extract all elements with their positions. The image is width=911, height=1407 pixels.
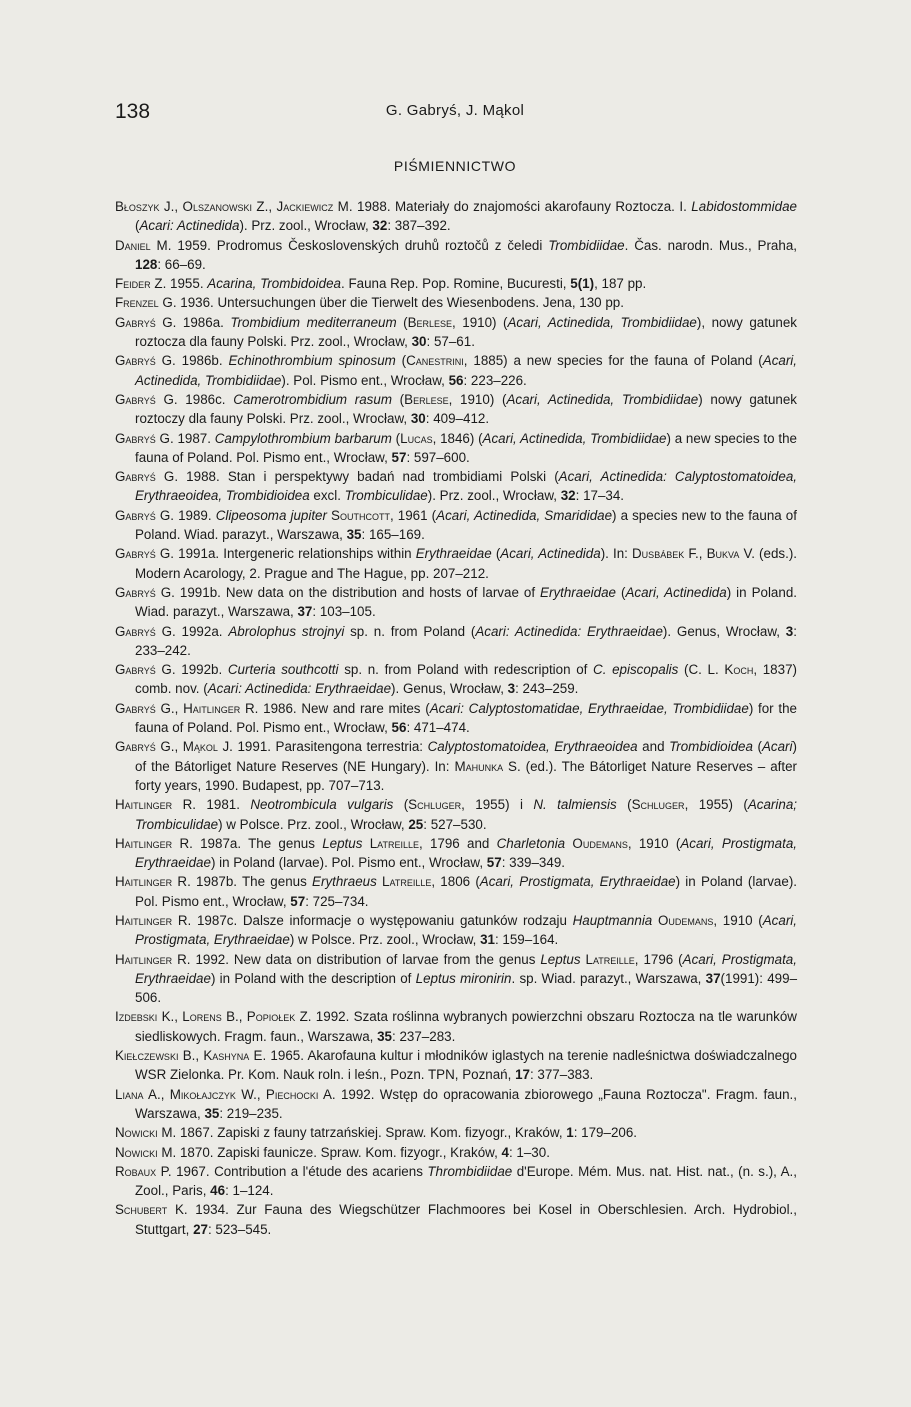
reference-author: Nowicki M. [115, 1125, 177, 1141]
reference-text: ) in Poland (larvae). Pol. Pismo ent., Wrocław, [210, 855, 487, 871]
reference-entry [115, 293, 797, 312]
page-header [115, 100, 795, 130]
reference-volume: 5(1) [570, 276, 595, 292]
reference-text: : 159–164. [494, 932, 559, 948]
reference-text: 1992. Szata roślinna wybranych powierzchni obszaru Roztocza na tle warunków siedliskowych. Fragm. faun., Warszawa, [135, 1009, 797, 1044]
reference-italic: Erythraeus [312, 874, 377, 890]
reference-entry [115, 1200, 797, 1239]
reference-italic: Echinothrombium spinosum [228, 353, 396, 369]
reference-text: ) w Polsce. Prz. zool., Wrocław, [289, 932, 481, 948]
reference-entry [115, 1007, 797, 1046]
reference-author: Gabryś G., Mąkol J. [115, 739, 233, 755]
reference-author: Haitlinger R. [115, 951, 191, 967]
reference-entry [115, 274, 797, 293]
reference-text: , 1885) a new species for the fauna of Poland ( [463, 353, 763, 369]
reference-italic: Trombidioidea [669, 739, 753, 755]
reference-text: . sp. Wiad. parazyt., Warszawa, [511, 970, 706, 986]
reference-entry [115, 795, 797, 834]
reference-text: ( [391, 430, 401, 446]
reference-text: (1991): 499–506. [135, 970, 798, 1006]
reference-author: Gabryś G. [115, 584, 175, 600]
reference-italic: Labidostommidae [691, 199, 797, 214]
reference-text: , 1910) ( [452, 314, 508, 330]
reference-text: : 219–235. [219, 1105, 283, 1121]
reference-text: d'Europe. Mém. Mus. nat. Hist. nat., (n. s.), A., Zool., Paris, [135, 1163, 797, 1199]
reference-text: 1936. Untersuchungen über die Tierwelt des Wiesenbodens. Jena, 130 pp. [176, 295, 624, 311]
reference-text: : 243–259. [515, 681, 579, 697]
reference-text: : 66–69. [157, 256, 206, 272]
reference-author: Frenzel G. [115, 295, 177, 311]
reference-text: ). Prz. zool., Wrocław, [239, 218, 373, 234]
reference-text: 1988. Materiały do znajomości akarofauny Roztocza. I. [352, 199, 692, 214]
reference-volume: 31 [480, 932, 495, 948]
reference-text: : 471–474. [406, 720, 470, 736]
reference-text: 1987a. The genus [192, 835, 323, 851]
reference-text: ). Genus, Wrocław, [662, 623, 786, 639]
reference-text: : 725–734. [305, 893, 369, 909]
reference-italic: Leptus [540, 951, 581, 967]
reference-text: : 409–412. [425, 411, 490, 427]
reference-volume: 25 [408, 816, 424, 832]
reference-entry [115, 351, 797, 390]
reference-text: , 1837) comb. nov. ( [135, 662, 797, 697]
reference-text: : 339–349. [501, 855, 565, 871]
reference-author: Berlese [407, 314, 453, 330]
reference-text: ( [616, 797, 632, 813]
reference-text: ( [396, 314, 408, 330]
reference-entry [115, 1123, 797, 1142]
reference-author: Gabryś G. [115, 430, 174, 446]
reference-author: Gabryś G. [115, 662, 176, 678]
reference-italic: Hauptmannia [572, 912, 653, 928]
reference-author: Liana A., Mikołajczyk W., Piechocki A. [115, 1086, 336, 1102]
reference-italic: Acari, Prostigmata, Erythraeidae [479, 874, 676, 890]
reference-text: 1992. New data on distribution of larvae from the genus [190, 951, 541, 967]
reference-italic: Thrombidiidae [427, 1163, 513, 1179]
reference-author: Feider Z. [115, 276, 167, 292]
reference-text: ). Genus, Wrocław, [391, 681, 508, 697]
reference-author: Gabryś G. [115, 469, 179, 485]
reference-text: , 1955) i [461, 797, 534, 813]
reference-text: ( [391, 391, 405, 407]
reference-text: . Fauna Rep. Pop. Romine, Bucuresti, [341, 276, 571, 292]
reference-text: : 387–392. [387, 218, 451, 234]
reference-italic: Acari, Actinedida: Calyptostomatoidea, Erythraeoidea, Trombidioidea [135, 469, 797, 504]
reference-text: ) in Poland with the description of [210, 970, 416, 986]
reference-entry [115, 699, 797, 738]
reference-author: Lucas [400, 430, 433, 446]
reference-entry [115, 911, 797, 950]
reference-text: ( [395, 353, 407, 369]
reference-author: Canestrini [406, 353, 464, 369]
reference-entry [115, 313, 797, 352]
reference-author: Izdebski K., Lorens B., Popiołek Z. [115, 1009, 312, 1025]
reference-author: Schluger [631, 797, 685, 813]
reference-volume: 30 [410, 411, 426, 427]
reference-italic: Acari, Actinedida [625, 584, 727, 600]
reference-volume: 57 [290, 893, 306, 909]
reference-text: 1992b. [175, 662, 228, 678]
running-head: G. Gabryś, J. Mąkol [385, 102, 525, 119]
reference-text: : 523–545. [207, 1221, 272, 1237]
reference-entry [115, 390, 797, 429]
reference-author: Kiełczewski B., Kashyna E. [115, 1048, 267, 1064]
reference-text: ( [393, 797, 409, 813]
reference-volume: 3 [785, 623, 794, 639]
reference-volume: 4 [501, 1144, 509, 1160]
reference-text: ) a species new to the fauna of Poland. Wiad. parazyt., Warszawa, [135, 507, 797, 543]
reference-text: , 1910 ( [627, 835, 681, 851]
reference-volume: 128 [135, 256, 158, 272]
reference-italic: Charletonia [496, 835, 566, 851]
reference-text: ( [752, 739, 762, 755]
reference-volume: 30 [411, 334, 427, 350]
section-title: PIŚMIENNICTWO [393, 158, 517, 174]
reference-author: Mahunka S. [454, 758, 521, 774]
reference-text: 1991. Parasitengona terrestria: [232, 739, 428, 755]
reference-volume: 17 [515, 1067, 530, 1083]
reference-text: , 1910 ( [713, 912, 763, 928]
reference-text: 1986c. [177, 391, 234, 407]
reference-entry [115, 429, 797, 468]
reference-author: Gabryś G., Haitlinger R. [115, 700, 259, 716]
reference-author: Schubert K. [115, 1202, 188, 1218]
reference-text: : 237–283. [392, 1028, 456, 1044]
reference-entry [115, 1085, 797, 1124]
reference-volume: 57 [486, 855, 502, 871]
reference-author: Robaux P. [115, 1163, 172, 1179]
reference-text: 1987b. The genus [190, 874, 313, 890]
reference-text: : 1–30. [508, 1144, 550, 1160]
reference-text: sp. n. from Poland with redescription of [338, 662, 594, 678]
reference-text: 1987c. Dalsze informacje o występowaniu gatunków rodzaju [191, 912, 573, 928]
reference-text: , 1846) ( [432, 430, 483, 446]
reference-italic: Trombidiidae [548, 237, 625, 253]
reference-volume: 32 [372, 218, 388, 234]
reference-entry [115, 197, 797, 236]
reference-italic: Acari, Prostigmata, Erythraeidae [135, 912, 797, 948]
reference-text: 1959. Prodromus Československých druhů roztočů z čeledi [171, 237, 549, 253]
reference-text: ) nowy gatunek roztoczy dla fauny Polski. Prz. zool., Wrocław, [135, 391, 798, 427]
reference-entry [115, 950, 797, 1008]
reference-italic: Leptus mironirin [415, 970, 512, 986]
reference-italic: Clipeosoma jupiter [215, 507, 327, 523]
reference-text: : 179–206. [573, 1125, 638, 1141]
reference-text: excl. [309, 488, 345, 504]
reference-text: ) w Polsce. Prz. zool., Wrocław, [218, 816, 409, 832]
reference-italic: Acari: Actinedida: Erythraeidae [475, 623, 663, 639]
reference-text: . Čas. narodn. Mus., Praha, [624, 237, 797, 253]
reference-entry [115, 1143, 797, 1162]
reference-entry [115, 834, 797, 873]
reference-italic: Trombidium mediterraneum [230, 314, 397, 330]
reference-italic: Acari, Actinedida, Trombidiidae [135, 353, 797, 388]
reference-volume: 35 [204, 1105, 220, 1121]
reference-author: Haitlinger R. [115, 874, 191, 890]
reference-italic: Acari, Actinedida [500, 546, 601, 562]
reference-italic: Acari, Prostigmata, Erythraeidae [135, 951, 797, 986]
reference-italic: C. episcopalis [593, 662, 679, 678]
reference-text: : 527–530. [423, 816, 487, 832]
reference-volume: 1 [566, 1125, 574, 1141]
reference-volume: 37 [705, 970, 721, 986]
reference-text: (eds.). Modern Acarology, 2. Prague and The Hague, pp. 207–212. [135, 546, 797, 581]
reference-text: 1991b. New data on the distribution and hosts of larvae of [174, 584, 541, 600]
reference-author: Latreille [369, 835, 419, 851]
reference-text: 1955. [166, 276, 208, 292]
reference-italic: Abrolophus strojnyi [228, 623, 345, 639]
reference-volume: 35 [346, 527, 362, 543]
reference-text: : 165–169. [361, 527, 425, 543]
reference-text: ( [491, 546, 501, 562]
reference-author: Gabryś G. [115, 314, 177, 330]
reference-text: 1988. Stan i perspektywy badań nad trombidiami Polski ( [178, 469, 559, 485]
reference-volume: 35 [377, 1028, 393, 1044]
reference-entry [115, 1162, 797, 1201]
reference-text: 1870. Zapiski faunicze. Spraw. Kom. fizyogr., Kraków, [176, 1144, 502, 1160]
reference-author: Gabryś G. [115, 546, 175, 562]
reference-text: 1992. Wstęp do opracowania zbiorowego „Fauna Roztocza". Fragm. faun., Warszawa, [135, 1086, 797, 1121]
reference-text: and [637, 739, 670, 755]
reference-italic: Campylothrombium barbarum [214, 430, 392, 446]
reference-text: ). Pol. Pismo ent., Wrocław, [281, 372, 449, 388]
reference-entry [115, 467, 797, 506]
reference-text: , 1955) ( [684, 797, 748, 813]
reference-author: Haitlinger R. [115, 912, 192, 928]
reference-author: Latreille [585, 951, 635, 967]
reference-volume: 57 [391, 449, 407, 465]
reference-author: Oudemans [657, 912, 714, 928]
reference-italic: Calyptostomatoidea, Erythraeoidea [427, 739, 638, 755]
reference-volume: 56 [448, 372, 464, 388]
reference-text: (ed.). The Bátorliget Nature Reserves – after forty years, 1990. Budapest, pp. 707–713. [135, 758, 797, 793]
reference-italic: Acari: Actinedida [139, 218, 240, 234]
reference-text: : 377–383. [529, 1067, 594, 1083]
reference-text: 1989. [174, 507, 216, 523]
reference-entry [115, 660, 797, 699]
reference-author: Haitlinger R. [115, 835, 193, 851]
reference-author: Nowicki M. [115, 1144, 177, 1160]
reference-text: : 1–124. [225, 1183, 274, 1199]
reference-text: ), nowy gatunek roztocza dla fauny Polski. Prz. zool., Wrocław, [135, 314, 797, 350]
reference-text: 1867. Zapiski z fauny tatrzańskiej. Spraw. Kom. fizyogr., Kraków, [176, 1125, 567, 1141]
reference-text: 1965. Akarofauna kultur i młodników iglastych na terenie nadleśnictwa doświadczalnego WSR Zielonka. Pr. Kom. Nauk roln. i leśn., Pozn. TPN, Poznań, [135, 1048, 797, 1083]
reference-italic: Acari: Actinedida: Erythraeidae [207, 681, 392, 697]
reference-text: ( [135, 218, 140, 234]
reference-text: : 233–242. [135, 623, 797, 658]
reference-author: Gabryś G. [115, 623, 176, 639]
reference-text: 1991a. Intergeneric relationships within [174, 546, 416, 562]
reference-text: 1986b. [175, 353, 229, 369]
reference-text: ) in Poland (larvae). Pol. Pismo ent., Wrocław, [135, 874, 797, 909]
reference-italic: Leptus [322, 835, 363, 851]
reference-author: Berlese [404, 391, 449, 407]
reference-italic: Erythraeidae [415, 546, 492, 562]
reference-text: : 223–226. [463, 372, 527, 388]
reference-italic: Acari, Actinedida, Trombidiidae [506, 391, 699, 407]
reference-author: Daniel M. [115, 237, 172, 253]
reference-text: ) of the Bátorliget Nature Reserves (NE Hungary). In: [135, 739, 797, 774]
reference-volume: 3 [507, 681, 516, 697]
reference-text: : 103–105. [312, 604, 376, 620]
reference-italic: Acari [761, 739, 793, 755]
reference-text: , 1796 and [418, 835, 497, 851]
reference-volume: 32 [560, 488, 576, 504]
reference-entry [115, 872, 797, 911]
reference-text: : 597–600. [406, 449, 470, 465]
reference-text: ) in Poland. Wiad. parazyt., Warszawa, [135, 584, 797, 620]
reference-text: , 1806 ( [431, 874, 480, 890]
reference-italic: Acari, Actinedida, Trombidiidae [507, 314, 697, 330]
reference-entry [115, 1046, 797, 1085]
reference-text: ). Prz. zool., Wrocław, [427, 488, 561, 504]
reference-text: ). In: [600, 546, 633, 562]
reference-text: , 1910) ( [448, 391, 507, 407]
reference-author: Koch [724, 662, 754, 678]
reference-list [115, 197, 797, 1239]
reference-entry [115, 236, 797, 275]
reference-text: : 57–61. [426, 334, 475, 350]
reference-volume: 56 [391, 720, 407, 736]
reference-entry [115, 544, 797, 583]
reference-author: Gabryś G. [115, 353, 176, 369]
reference-text: (C. L. [678, 662, 725, 678]
reference-volume: 37 [297, 604, 313, 620]
reference-author: Błoszyk J., Olszanowski Z., Jackiewicz M. [115, 199, 353, 214]
reference-author: Oudemans [572, 835, 628, 851]
reference-text: 1986. New and rare mites ( [258, 700, 430, 716]
reference-entry [115, 506, 797, 545]
reference-entry [115, 737, 797, 795]
reference-entry [115, 622, 797, 661]
reference-entry [115, 583, 797, 622]
page-number: 138 [115, 100, 151, 123]
reference-author: Southcott [331, 507, 390, 523]
reference-text: 1992a. [175, 623, 229, 639]
reference-italic: Erythraeidae [540, 584, 616, 600]
reference-text: 1934. Zur Fauna des Wiegschützer Flachmoores bei Kosel in Oberschlesien. Arch. Hydrobiol., Stuttgart, [135, 1202, 797, 1237]
reference-text [362, 836, 369, 851]
reference-italic: Neotrombicula vulgaris [250, 797, 394, 813]
reference-italic: N. talmiensis [533, 797, 617, 813]
reference-italic: Curteria southcotti [227, 662, 339, 678]
reference-text: ( [615, 584, 626, 600]
reference-text: 1987. [173, 430, 215, 446]
reference-italic: Camerotrombidium rasum [233, 391, 392, 407]
reference-text: 1981. [196, 797, 251, 813]
reference-text: 1967. Contribution a l'étude des acariens [171, 1163, 428, 1179]
reference-text: sp. n. from Poland ( [344, 623, 476, 639]
reference-author: Haitlinger R. [115, 797, 196, 813]
reference-text: , 1796 ( [634, 951, 683, 967]
reference-author: Gabryś G. [115, 391, 178, 407]
reference-author: Gabryś G. [115, 507, 174, 523]
reference-italic: Acari, Prostigmata, Erythraeidae [135, 835, 798, 871]
reference-text: ) a new species to the fauna of Poland. Pol. Pismo ent., Wrocław, [135, 430, 797, 465]
reference-italic: Acari, Actinedida, Smarididae [436, 507, 613, 523]
reference-volume: 46 [210, 1183, 226, 1199]
reference-text: , 187 pp. [594, 276, 647, 292]
reference-italic: Acarina; Trombiculidae [135, 797, 797, 832]
reference-italic: Acari: Calyptostomatidae, Erythraeidae, Trombidiidae [429, 700, 749, 716]
reference-author: Schluger [408, 797, 462, 813]
reference-text: , 1961 ( [389, 507, 437, 523]
reference-text: 1986a. [176, 314, 231, 330]
reference-author: Dusbábek F., Bukva V. [632, 546, 755, 562]
reference-volume: 27 [193, 1221, 208, 1237]
reference-text: ) for the fauna of Poland. Pol. Pismo ent., Wrocław, [135, 700, 797, 736]
reference-italic: Acari, Actinedida, Trombidiidae [482, 430, 667, 446]
reference-author: Latreille [382, 874, 432, 890]
reference-italic: Trombiculidae [344, 488, 428, 504]
reference-italic: Acarina, Trombidoidea [207, 276, 341, 292]
reference-text: : 17–34. [575, 488, 625, 504]
